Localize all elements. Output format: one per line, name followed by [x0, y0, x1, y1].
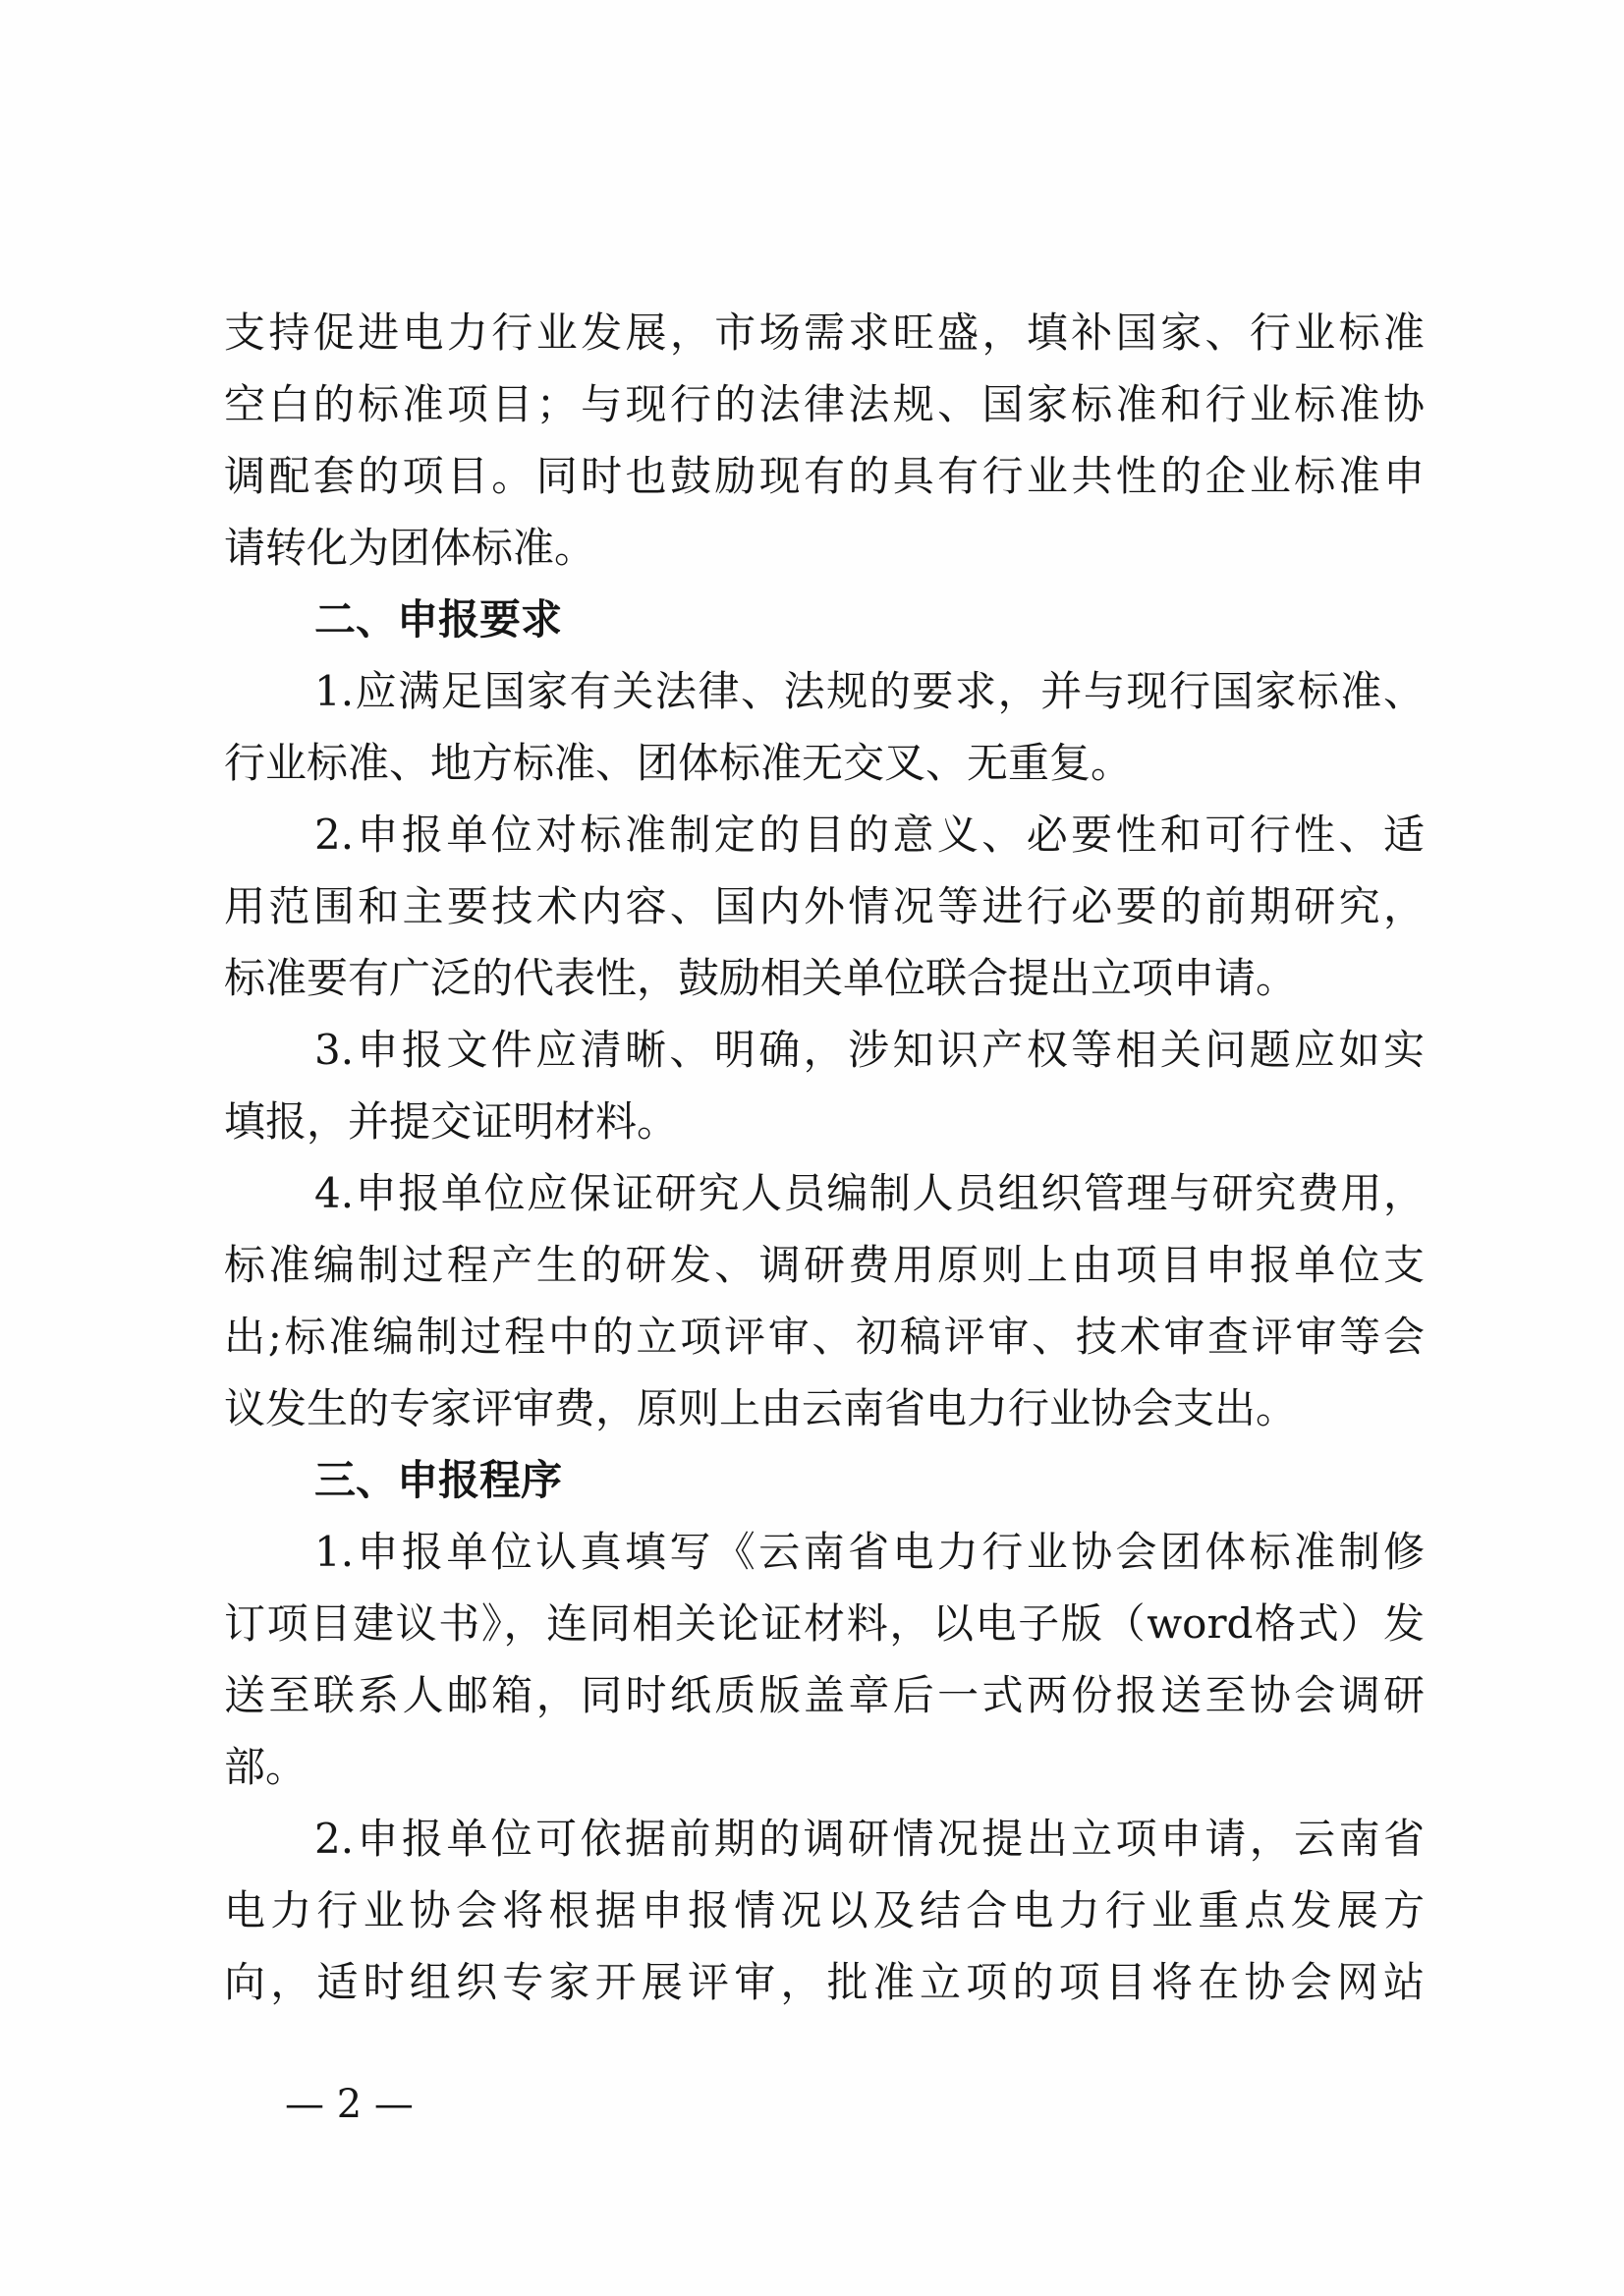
document-body [224, 297, 1425, 2018]
procedure-1-line-4: 部。 [224, 1743, 308, 1791]
requirement-4-line-1: 4.申报单位应保证研究人员编制人员组织管理与研究费用， [314, 1169, 1425, 1217]
requirement-1-line-2: 行业标准、地方标准、团体标准无交叉、无重复。 [224, 739, 1133, 787]
body-line-1: 支持促进电力行业发展，市场需求旺盛，填补国家、行业标准 [224, 308, 1425, 357]
page-number: — 2 — [285, 2082, 414, 2127]
section-heading-requirements: 二、申报要求 [314, 595, 563, 644]
requirement-2-line-2: 用范围和主要技术内容、国内外情况等进行必要的前期研究， [224, 882, 1425, 930]
requirement-2-line-1: 2.申报单位对标准制定的目的意义、必要性和可行性、适 [314, 811, 1425, 859]
procedure-2-line-3: 向，适时组织专家开展评审，批准立项的项目将在协会网站 [224, 1958, 1425, 2006]
requirement-1-line-1: 1.应满足国家有关法律、法规的要求，并与现行国家标准、 [314, 667, 1425, 715]
procedure-2-line-2: 电力行业协会将根据申报情况以及结合电力行业重点发展方 [224, 1886, 1425, 1934]
requirement-3-line-2: 填报，并提交证明材料。 [224, 1097, 679, 1146]
body-line-4: 请转化为团体标准。 [224, 524, 596, 572]
requirement-3-line-1: 3.申报文件应清晰、明确，涉知识产权等相关问题应如实 [314, 1026, 1425, 1074]
body-line-2: 空白的标准项目；与现行的法律法规、国家标准和行业标准协 [224, 380, 1425, 428]
procedure-1-line-1: 1.申报单位认真填写《云南省电力行业协会团体标准制修 [314, 1528, 1425, 1576]
section-heading-procedure: 三、申报程序 [314, 1456, 563, 1504]
body-line-3: 调配套的项目。同时也鼓励现有的具有行业共性的企业标准申 [224, 452, 1425, 500]
requirement-4-line-3: 出;标准编制过程中的立项评审、初稿评审、技术审查评审等会 [224, 1313, 1425, 1361]
requirement-4-line-2: 标准编制过程产生的研发、调研费用原则上由项目申报单位支 [224, 1241, 1425, 1289]
procedure-1-line-2: 订项目建议书》，连同相关论证材料，以电子版（word格式）发 [224, 1599, 1425, 1648]
requirement-4-line-4: 议发生的专家评审费，原则上由云南省电力行业协会支出。 [224, 1384, 1298, 1432]
requirement-2-line-3: 标准要有广泛的代表性，鼓励相关单位联合提出立项申请。 [224, 954, 1298, 1002]
procedure-1-line-3: 送至联系人邮箱，同时纸质版盖章后一式两份报送至协会调研 [224, 1671, 1425, 1719]
procedure-2-line-1: 2.申报单位可依据前期的调研情况提出立项申请，云南省 [314, 1815, 1425, 1863]
